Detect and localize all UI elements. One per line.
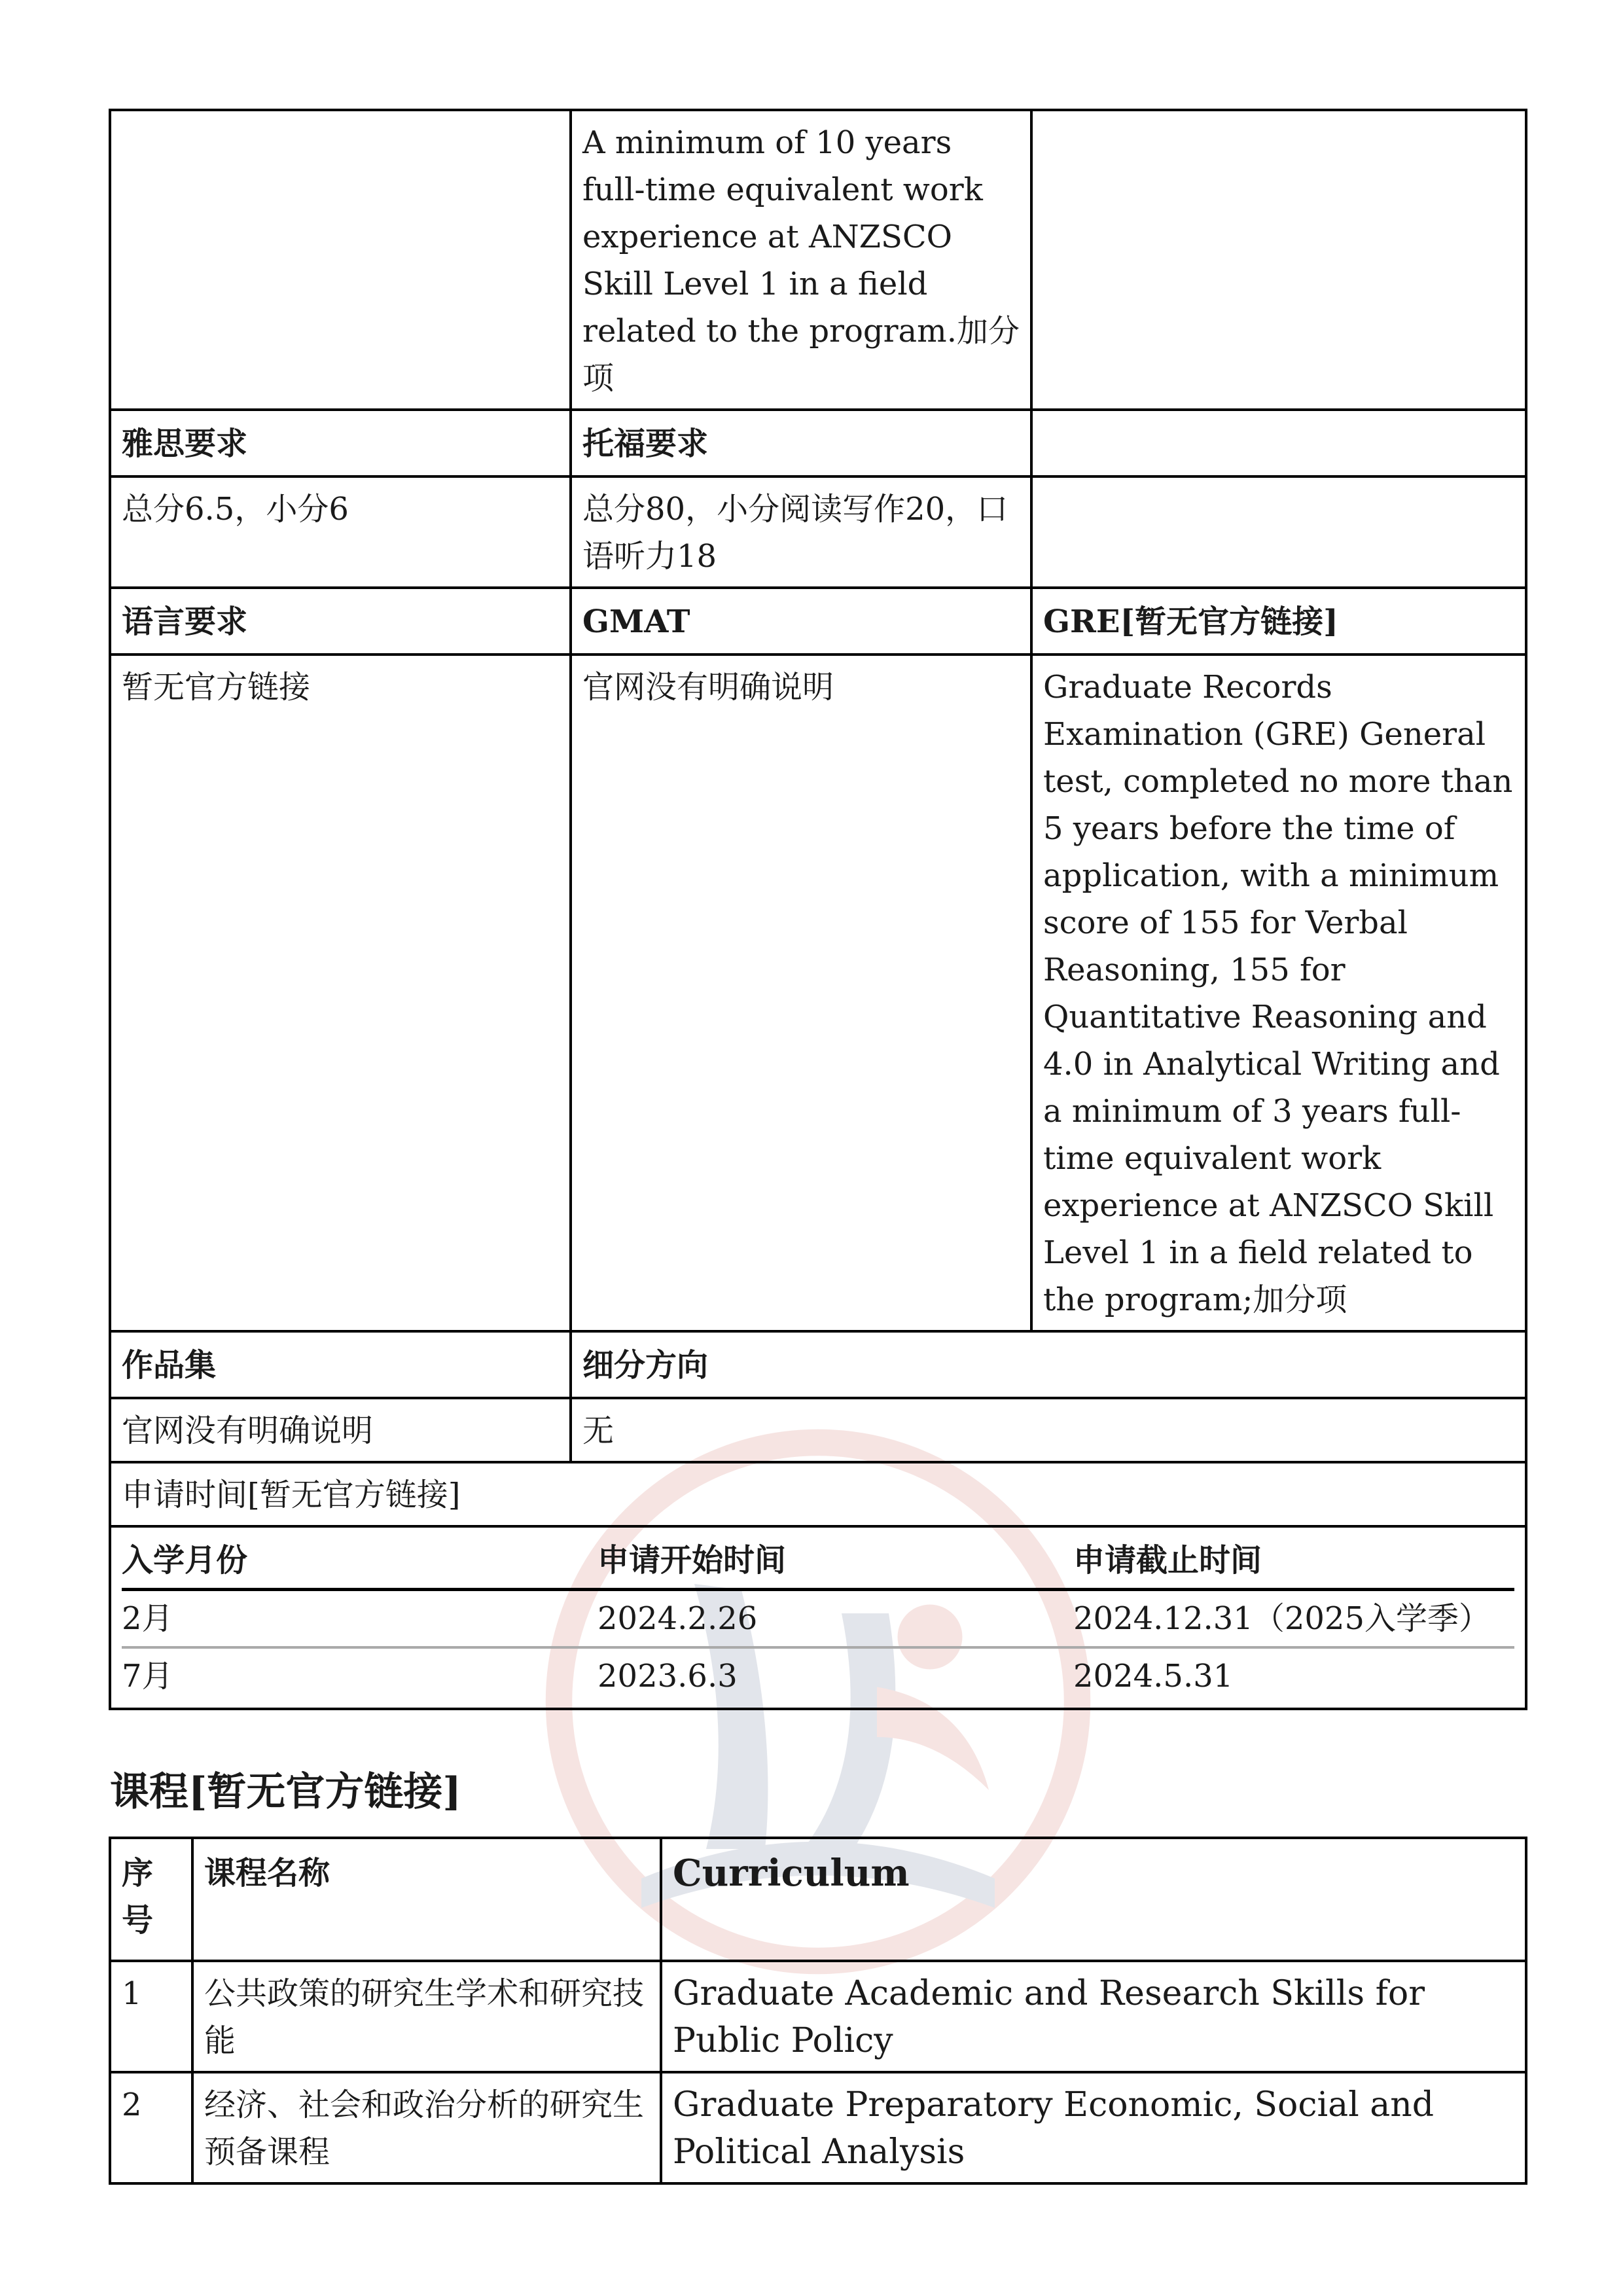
application-start-header: 申请开始时间 xyxy=(597,1528,1073,1590)
course-number: 1 xyxy=(110,1961,192,2072)
table-row xyxy=(110,1961,1526,2072)
cell-empty xyxy=(1031,410,1526,476)
course-header-row xyxy=(110,1838,1526,1961)
requirements-table xyxy=(109,109,1527,1710)
courses-table xyxy=(109,1837,1527,2185)
application-deadline: 2024.5.31 xyxy=(1073,1658,1234,1695)
toefl-header: 托福要求 xyxy=(571,410,1031,476)
language-header: 语言要求 xyxy=(110,588,571,655)
gre-header: GRE[暂无官方链接] xyxy=(1031,588,1526,655)
portfolio-header: 作品集 xyxy=(110,1331,571,1398)
application-time-row xyxy=(110,1462,1526,1526)
courses-heading: 课程[暂无官方链接] xyxy=(110,1769,461,1815)
course-name-header: 课程名称 xyxy=(192,1838,661,1961)
ielts-value: 总分6.5，小分6 xyxy=(110,476,571,588)
portfolio-header-row xyxy=(110,1331,1526,1398)
intake-month-header: 入学月份 xyxy=(122,1528,597,1590)
specialization-header: 细分方向 xyxy=(571,1331,1526,1398)
english-header-row xyxy=(110,410,1526,476)
gre-value: Graduate Records Examination (GRE) General test, completed no more than 5 years before the time of application, with a minimum score of 155 for Verbal Reasoning, 155 for Quantitative Reasoning and 4.0 in Analytical Writing and a minimum of 3 years full-time equivalent work experience at ANZSCO Skill Level 1 in a field related to the program;加分项 xyxy=(1031,655,1526,1331)
course-number-header: 序号 xyxy=(110,1838,192,1961)
curriculum-name: Graduate Academic and Research Skills for Public Policy xyxy=(661,1961,1526,2072)
cell-empty xyxy=(110,110,571,410)
application-start: 2023.6.3 xyxy=(597,1658,738,1695)
intake-cell xyxy=(110,1526,1526,1709)
application-start: 2024.2.26 xyxy=(597,1590,1073,1648)
intake-month: 7月 xyxy=(122,1658,173,1695)
intake-header-row xyxy=(122,1528,1514,1590)
english-value-row xyxy=(110,476,1526,588)
specialization-value: 无 xyxy=(571,1398,1526,1462)
toefl-value: 总分80，小分阅读写作20，口语听力18 xyxy=(571,476,1031,588)
curriculum-header: Curriculum xyxy=(661,1838,1526,1961)
test-header-row xyxy=(110,588,1526,655)
application-time-label: 申请时间[暂无官方链接] xyxy=(110,1462,1526,1526)
intake-row-jul xyxy=(122,1647,1514,1704)
language-value: 暂无官方链接 xyxy=(110,655,571,1331)
intake-month: 2月 xyxy=(122,1590,597,1648)
course-name: 公共政策的研究生学术和研究技能 xyxy=(192,1961,661,2072)
gmat-header: GMAT xyxy=(571,588,1031,655)
intake-row xyxy=(110,1526,1526,1709)
test-value-row xyxy=(110,655,1526,1331)
gmat-value: 官网没有明确说明 xyxy=(571,655,1031,1331)
cell-empty xyxy=(1031,476,1526,588)
intake-table xyxy=(122,1528,1514,1704)
work-experience-cell: A minimum of 10 years full-time equivalent work experience at ANZSCO Skill Level 1 in a field related to the program.加分项 xyxy=(571,110,1031,410)
course-name: 经济、社会和政治分析的研究生预备课程 xyxy=(192,2072,661,2183)
application-deadline: 2024.12.31（2025入学季） xyxy=(1073,1590,1514,1648)
work-experience-row xyxy=(110,110,1526,410)
application-deadline-header: 申请截止时间 xyxy=(1073,1528,1514,1590)
table-row xyxy=(110,2072,1526,2183)
ielts-header: 雅思要求 xyxy=(110,410,571,476)
cell-empty xyxy=(1031,110,1526,410)
curriculum-name: Graduate Preparatory Economic, Social and Political Analysis xyxy=(661,2072,1526,2183)
portfolio-value: 官网没有明确说明 xyxy=(110,1398,571,1462)
course-number: 2 xyxy=(110,2072,192,2183)
intake-row-feb xyxy=(122,1590,1514,1648)
portfolio-value-row xyxy=(110,1398,1526,1462)
